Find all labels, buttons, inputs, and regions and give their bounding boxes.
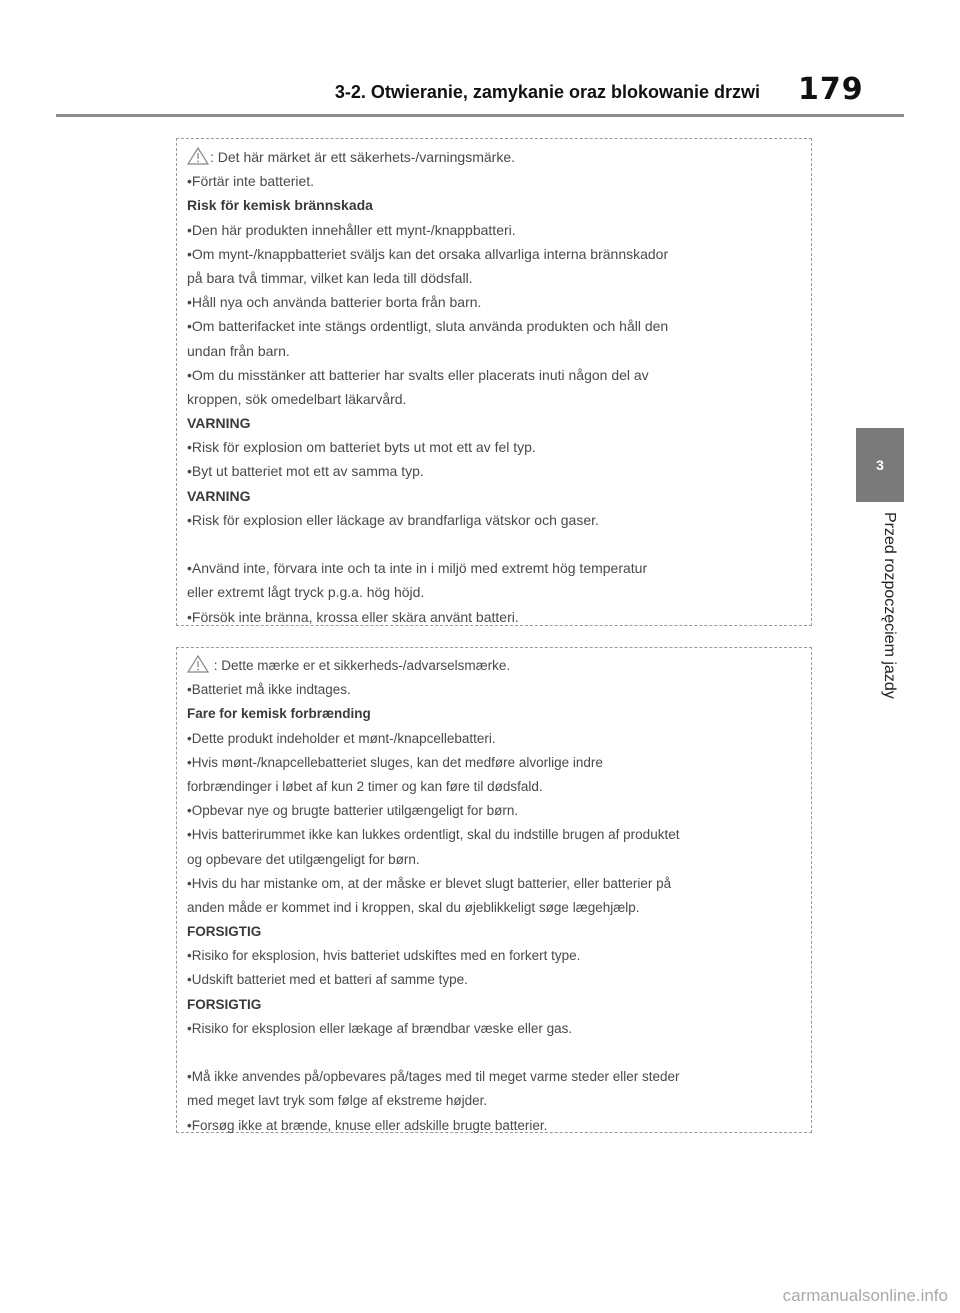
section-title: 3-2. Otwieranie, zamykanie oraz blokowanie drzwi (334, 82, 760, 102)
text-line: •Om batterifacket inte stängs ordentligt, sluta använda produkten och håll den (187, 318, 669, 335)
text-line: •Försök inte bränna, krossa eller skära använt batteri. (187, 608, 519, 625)
text-line: på bara två timmar, vilket kan leda till dödsfall. (187, 269, 473, 286)
subheading: Risk för kemisk brännskada (187, 197, 373, 214)
warning-heading-text: : Dette mærke er et sikkerheds-/advarselsmærke. (210, 658, 511, 673)
text-line: og opbevare det utilgængeligt for børn. (187, 851, 420, 867)
subheading: FORSIGTIG (187, 924, 262, 940)
text-line: •Dette produkt indeholder et mønt-/knapcellebatteri. (187, 730, 496, 746)
text-line: •Hvis du har mistanke om, at der måske er blevet slugt batterier, eller batterier på (187, 875, 672, 891)
text-line: forbrændinger i løbet af kun 2 timer og kan føre til dødsfald. (187, 778, 543, 794)
text-line: •Hvis batterirummet ikke kan lukkes ordentligt, skal du indstille brugen af produktet (187, 827, 680, 843)
chapter-label: Przed rozpoczęciem jazdy (881, 512, 898, 699)
text-line: kroppen, sök omedelbart läkarvård. (187, 390, 407, 407)
text-line: •Opbevar nye og brugte batterier utilgængeligt for børn. (187, 803, 519, 819)
text-line: eller extremt lågt tryck p.g.a. hög höjd. (187, 584, 425, 601)
text-line: •Risk för explosion om batteriet byts ut mot ett av fel typ. (187, 439, 536, 456)
text-line: •Risiko for eksplosion eller lækage af brændbar væske eller gas. (187, 1020, 573, 1036)
blank-line (187, 532, 801, 556)
subheading: FORSIGTIG (187, 996, 262, 1012)
watermark-link[interactable]: carmanualsonline.info (782, 1286, 948, 1305)
blank-line (187, 1041, 801, 1065)
page-number: 179 (798, 72, 864, 107)
text-line: •Udskift batteriet med et batteri af samme type. (187, 972, 468, 988)
text-line: •Batteriet må ikke indtages. (187, 682, 351, 698)
subheading: VARNING (187, 415, 251, 432)
text-line: •Risk för explosion eller läckage av brandfarliga vätskor och gaser. (187, 511, 599, 528)
chapter-tab[interactable]: 3 (856, 428, 904, 502)
text-line: •Hvis mønt-/knapcellebatteriet sluges, kan det medføre alvorlige indre (187, 754, 603, 770)
swedish-warning-box (176, 138, 812, 626)
text-line: anden måde er kommet ind i kroppen, skal du øjeblikkeligt søge lægehjælp. (187, 899, 640, 915)
text-line: •Den här produkten innehåller ett mynt-/knappbatteri. (187, 221, 516, 238)
text-line: •Byt ut batteriet mot ett av samma typ. (187, 463, 424, 480)
warning-heading-line (187, 654, 801, 678)
warning-triangle-icon (187, 655, 209, 673)
danish-warning-box (176, 647, 812, 1133)
text-line: •Forsøg ikke at brænde, knuse eller adskille brugte batterier. (187, 1117, 548, 1133)
warning-heading-line (187, 145, 801, 169)
text-line: •Håll nya och använda batterier borta från barn. (187, 294, 482, 311)
text-line: •Risiko for eksplosion, hvis batteriet udskiftes med en forkert type. (187, 948, 581, 964)
header-divider (56, 114, 904, 117)
subheading: Fare for kemisk forbrænding (187, 706, 371, 722)
text-line: •Använd inte, förvara inte och ta inte in i miljö med extremt hög temperatur (187, 560, 648, 577)
warning-heading-text: : Det här märket är ett säkerhets-/varningsmärke. (210, 149, 515, 165)
text-line: •Må ikke anvendes på/opbevares på/tages med til meget varme steder eller steder (187, 1069, 680, 1085)
text-line: •Om du misstänker att batterier har svalts eller placerats inuti någon del av (187, 366, 649, 383)
text-line: •Om mynt-/knappbatteriet sväljs kan det orsaka allvarliga interna brännskador (187, 245, 669, 262)
text-line: undan från barn. (187, 342, 290, 359)
warning-triangle-icon (187, 147, 209, 165)
text-line: med meget lavt tryk som følge af ekstreme højder. (187, 1093, 488, 1109)
subheading: VARNING (187, 487, 251, 504)
text-line: •Förtär inte batteriet. (187, 173, 315, 190)
